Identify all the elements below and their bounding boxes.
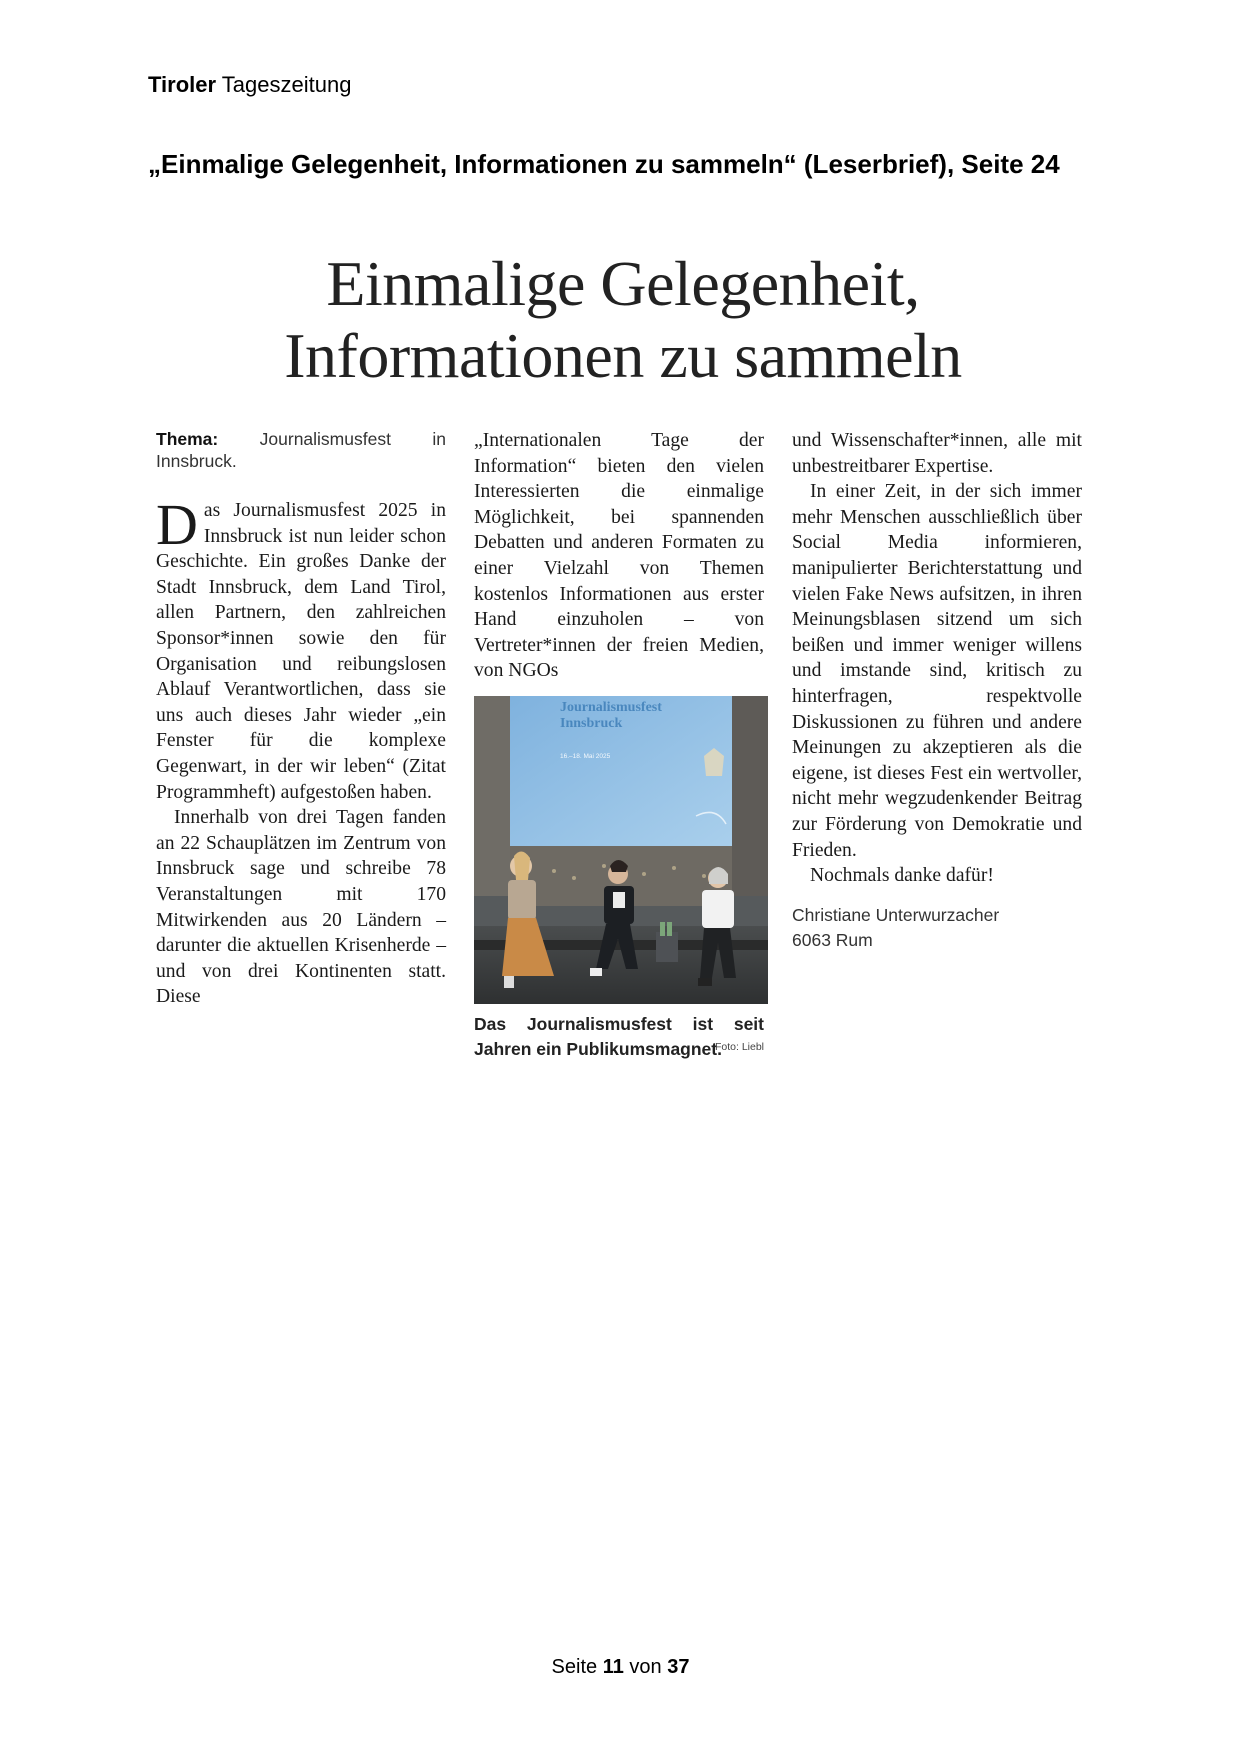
footer-middle: von [623,1656,668,1678]
topic-line [156,428,446,472]
author-place: 6063 Rum [792,929,873,950]
total-pages: 37 [667,1656,690,1678]
screen-title-line-2: Innsbruck [560,715,623,731]
footer-prefix: Seite [551,1656,603,1678]
column-1 [156,428,446,1010]
caption-text: Das Journalismusfest ist seit Jahren ein Publikumsmagnet. [474,1013,764,1059]
author-name: Christiane Unterwurzacher [792,904,1000,925]
newspaper-clipping [148,248,1098,1078]
screen-date: 16.–18. Mai 2025 [560,752,611,760]
headline-line-2: Informationen zu sammeln [284,320,962,391]
newspaper-name [148,72,351,98]
page-footer [0,1656,1241,1679]
drop-cap: D [156,492,198,557]
newspaper-name-bold: Tiroler [148,72,217,97]
headline-line-1: Einmalige Gelegenheit, [326,248,920,319]
paragraph: Nochmals danke dafür! [810,865,994,887]
document-title: „Einmalige Gelegenheit, Informationen zu sammeln“ (Leserbrief), Seite 24 [148,149,1060,179]
paragraph: „Internationalen Tage der Information“ bieten den vielen Interessierten die einmalige Möglichkeit, bei spannenden Debatten und anderen Formaten zu einer Vielzahl von Themen kostenlos Informationen aus erster Hand einzuholen – von Vertreter*innen der freien Medien, von NGOs [474,430,764,682]
newspaper-name-rest: Tageszeitung [216,72,352,97]
paragraph-text: as Journalismusfest 2025 in Innsbruck ist nun leider schon Geschichte. Ein großes Danke der Stadt Innsbruck, dem Land Tirol, allen Partnern, den zahlreichen Sponsor*innen sowie den für Organisation und reibungslosen Ablauf Verantwortlichen, dass sie uns auch dieses Jahr wieder „ein Fenster für die komplexe Gegenwart, in der wir leben“ (Zitat Programmheft) aufgestoßen haben. [156,500,446,803]
paragraph: und Wissenschafter*innen, alle mit unbestreitbarer Expertise. [792,430,1082,477]
article-headline [148,248,1098,392]
stage-panel-photo [474,696,768,1004]
topic-text: Journalismusfest in Innsbruck. [156,429,446,471]
photo-credit: Foto: Liebl [714,1040,764,1053]
topic-label: Thema: [156,429,219,449]
paragraph: In einer Zeit, in der sich immer mehr Menschen ausschließlich über Social Media informieren, manipulierter Berichterstattung und vielen Fake News aufsitzen, in ihren Meinungsblasen sitzend um sich beißen und immer weniger willens und imstande sind, kritisch zu hinterfragen, respektvolle Diskussionen zu führen und andere Meinungen zu akzeptieren als die eigene, ist dieses Fest ein wertvoller, nicht mehr wegzudenkender Beitrag zur Förderung von Demokratie und Frieden. [792,481,1082,861]
screen-title-line-1: Journalismusfest [560,699,662,715]
current-page: 11 [602,1656,624,1678]
screen-title [560,700,662,732]
column-3 [792,428,1082,953]
event-photo [474,696,768,1004]
author-signature [792,903,1082,953]
article-columns [156,428,1090,1068]
column-2 [474,428,764,1062]
photo-caption [474,1012,764,1062]
paragraph: Innerhalb von drei Tagen fanden an 22 Schauplätzen im Zentrum von Innsbruck sage und schreibe 78 Veranstaltungen mit 170 Mitwirkenden aus 20 Ländern – darunter die aktuellen Krisenherde – und von drei Kontinenten statt. Diese [156,807,446,1008]
paragraph [156,492,446,805]
